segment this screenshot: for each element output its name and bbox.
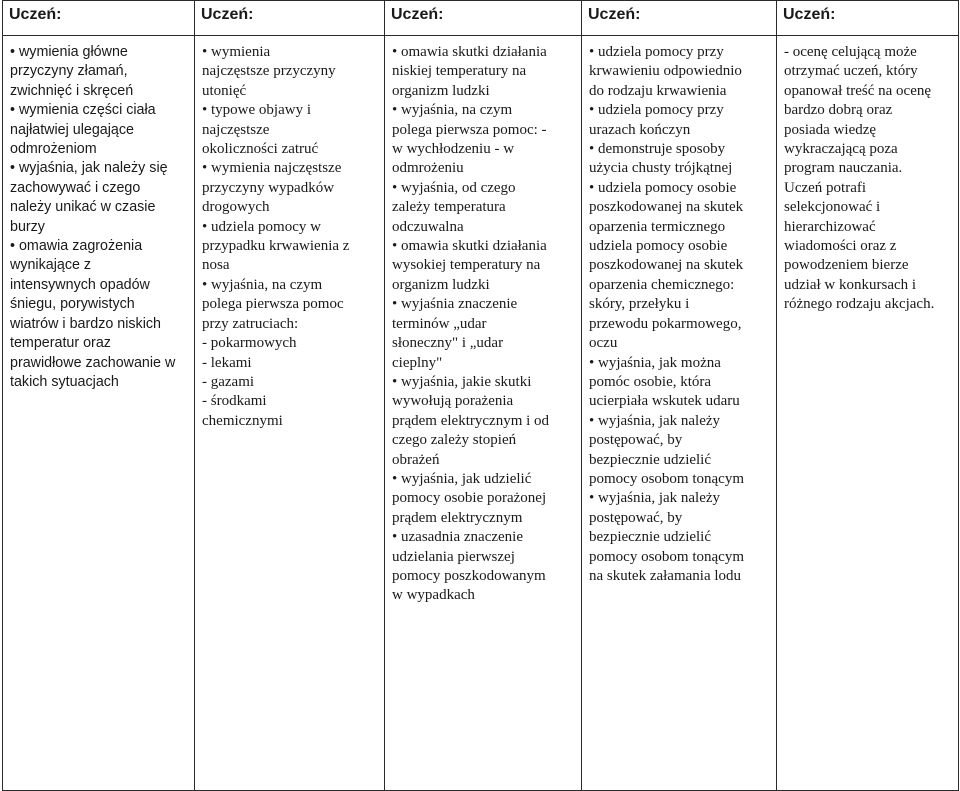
requirement-line: najłatwiej ulegające [10, 121, 134, 138]
column-header: Uczeń: [3, 1, 195, 36]
requirements-cell-3 [385, 36, 582, 791]
requirement-line: wiatrów i bardzo niskich [10, 315, 161, 332]
header-row [3, 1, 959, 36]
requirement-line: najczęstsze [202, 121, 270, 138]
requirement-line: • uzasadnia znaczenie [392, 529, 524, 546]
requirement-line: najczęstsze przyczyny [202, 63, 336, 80]
column-header: Uczeń: [385, 1, 582, 36]
requirement-line: polega pierwsza pomoc: - [392, 121, 547, 138]
requirement-line: - środkami [202, 393, 267, 410]
requirement-line: oparzenia chemicznego: [589, 276, 735, 293]
requirement-line: polega pierwsza pomoc [202, 296, 344, 313]
requirement-line: pomocy osobie porażonej [392, 490, 547, 507]
requirement-line: takich sytuacjach [10, 373, 119, 390]
requirement-line: słoneczny" i „udar [392, 335, 504, 352]
requirement-line: wysokiej temperatury na [392, 257, 541, 274]
requirements-row [3, 36, 959, 791]
requirement-line: śniegu, porywistych [10, 296, 135, 313]
requirement-line: • wyjaśnia, jak należy [589, 412, 721, 429]
column-header: Uczeń: [195, 1, 385, 36]
requirement-line: pomóc osobie, która [589, 373, 712, 390]
requirement-line: ucierpiała wskutek udaru [589, 393, 740, 410]
requirement-line: poszkodowanej na skutek [589, 257, 744, 274]
requirement-line: • wyjaśnia znaczenie [392, 296, 518, 313]
requirement-line: • wymienia główne [10, 44, 128, 60]
column-header: Uczeń: [582, 1, 777, 36]
requirement-line: • omawia skutki działania [392, 44, 547, 60]
requirement-line: terminów „udar [392, 315, 487, 332]
requirement-line: przewodu pokarmowego, [589, 315, 742, 332]
requirement-line: posiada wiedzę [784, 121, 877, 138]
requirement-line: • wyjaśnia, od czego [392, 179, 516, 196]
requirement-line: • omawia zagrożenia [10, 238, 143, 255]
requirement-line: cieplny" [392, 354, 443, 371]
requirement-line: okoliczności zatruć [202, 141, 319, 158]
requirement-line: organizm ludzki [392, 276, 490, 293]
requirement-line: • udziela pomocy przy [589, 44, 724, 60]
requirement-line: wywołują porażenia [392, 393, 514, 410]
requirement-line: bardzo dobrą oraz [784, 102, 893, 119]
requirement-line: wynikające z [10, 257, 92, 274]
requirement-line: prądem elektrycznym i od [392, 412, 550, 429]
requirement-line: zwichnięć i skręceń [10, 82, 134, 99]
requirement-line: niskiej temperatury na [392, 63, 527, 80]
requirement-line: - lekami [202, 354, 252, 371]
requirement-line: • wyjaśnia, na czym [202, 276, 323, 293]
requirement-line: - ocenę celującą może [784, 44, 917, 60]
requirement-line: chemicznymi [202, 412, 283, 429]
requirement-line: • wyjaśnia, jak należy się [10, 160, 168, 177]
requirements-cell-2 [195, 36, 385, 791]
requirement-line: bezpiecznie udzielić [589, 451, 712, 468]
requirement-line: przy zatruciach: [202, 315, 299, 332]
requirement-line: powodzeniem bierze [784, 257, 909, 274]
requirement-line: skóry, przełyku i [589, 296, 690, 313]
requirement-line: nosa [202, 257, 230, 274]
requirement-line: pomocy poszkodowanym [392, 567, 546, 584]
requirement-line: postępować, by [589, 432, 683, 449]
requirement-line: pomocy osobom tonącym [589, 470, 744, 487]
requirement-line: urazach kończyn [589, 121, 691, 138]
requirement-line: • udziela pomocy w [202, 218, 321, 235]
requirement-line: poszkodowanej na skutek [589, 199, 744, 216]
requirement-line: opanował treść na ocenę [784, 82, 932, 99]
requirement-line: do rodzaju krwawienia [589, 82, 727, 99]
requirement-line: oczu [589, 335, 618, 352]
requirement-line: w wypadkach [392, 587, 475, 604]
requirement-line: - gazami [202, 373, 255, 390]
requirement-line: • wyjaśnia, jak udzielić [392, 470, 532, 487]
requirements-cell-1 [3, 36, 195, 791]
requirement-line: użycia chusty trójkątnej [589, 160, 733, 177]
requirement-line: • wyjaśnia, na czym [392, 102, 513, 119]
column-header: Uczeń: [777, 1, 959, 36]
requirement-line: drogowych [202, 199, 270, 216]
requirement-line: • udziela pomocy osobie [589, 179, 737, 196]
requirement-line: udzielania pierwszej [392, 548, 515, 565]
requirement-line: wykraczającą poza [784, 141, 898, 158]
requirement-line: różnego rodzaju akcjach. [784, 296, 935, 313]
requirement-line: obrażeń [392, 451, 440, 468]
requirement-line: wiadomości oraz z [784, 238, 897, 255]
grade-requirements-table [2, 0, 959, 791]
requirements-cell-5 [777, 36, 959, 791]
requirement-line: Uczeń potrafi [784, 179, 867, 196]
requirement-line: selekcjonować i [784, 199, 881, 216]
requirement-line: prądem elektrycznym [392, 509, 523, 526]
requirement-line: udział w konkursach i [784, 276, 917, 293]
requirement-line: odczuwalna [392, 218, 464, 235]
requirement-line: zachowywać i czego [10, 179, 141, 196]
requirement-line: bezpiecznie udzielić [589, 529, 712, 546]
requirement-line: prawidłowe zachowanie w [10, 354, 176, 371]
requirement-line: przyczyny wypadków [202, 179, 335, 196]
requirement-line: • wyjaśnia, jak należy [589, 490, 721, 507]
requirement-line: burzy [10, 218, 45, 235]
requirement-line: należy unikać w czasie [10, 199, 156, 216]
requirement-line: - pokarmowych [202, 335, 297, 352]
requirement-line: w wychłodzeniu - w [392, 141, 515, 158]
requirement-line: przypadku krwawienia z [202, 238, 350, 255]
requirement-line: organizm ludzki [392, 82, 490, 99]
requirement-line: • omawia skutki działania [392, 238, 547, 255]
requirement-line: hierarchizować [784, 218, 876, 235]
requirement-line: • wymienia części ciała [10, 102, 156, 119]
requirement-line: • typowe objawy i [202, 102, 311, 119]
requirement-line: program nauczania. [784, 160, 903, 177]
requirement-line: czego zależy stopień [392, 432, 517, 449]
requirement-line: • wymienia najczęstsze [202, 160, 342, 177]
requirement-line: pomocy osobom tonącym [589, 548, 744, 565]
requirement-line: • demonstruje sposoby [589, 141, 726, 158]
requirement-line: postępować, by [589, 509, 683, 526]
requirement-line: odmrożeniom [10, 141, 97, 158]
requirement-line: udziela pomocy osobie [589, 238, 728, 255]
requirement-line: zależy temperatura [392, 199, 506, 216]
requirement-line: • wyjaśnia, jak można [589, 354, 721, 371]
requirement-line: • udziela pomocy przy [589, 102, 724, 119]
requirement-line: odmrożeniu [392, 160, 464, 177]
requirement-line: intensywnych opadów [10, 276, 150, 293]
requirement-line: • wyjaśnia, jakie skutki [392, 373, 532, 390]
requirement-line: • wymienia [202, 44, 271, 60]
requirement-line: utonięć [202, 82, 247, 99]
requirements-cell-4 [582, 36, 777, 791]
requirement-line: oparzenia termicznego [589, 218, 726, 235]
requirement-line: krwawieniu odpowiednio [589, 63, 742, 80]
requirement-line: temperatur oraz [10, 335, 111, 352]
requirement-line: na skutek załamania lodu [589, 567, 742, 584]
requirement-line: otrzymać uczeń, który [784, 63, 918, 80]
requirement-line: przyczyny złamań, [10, 63, 128, 80]
